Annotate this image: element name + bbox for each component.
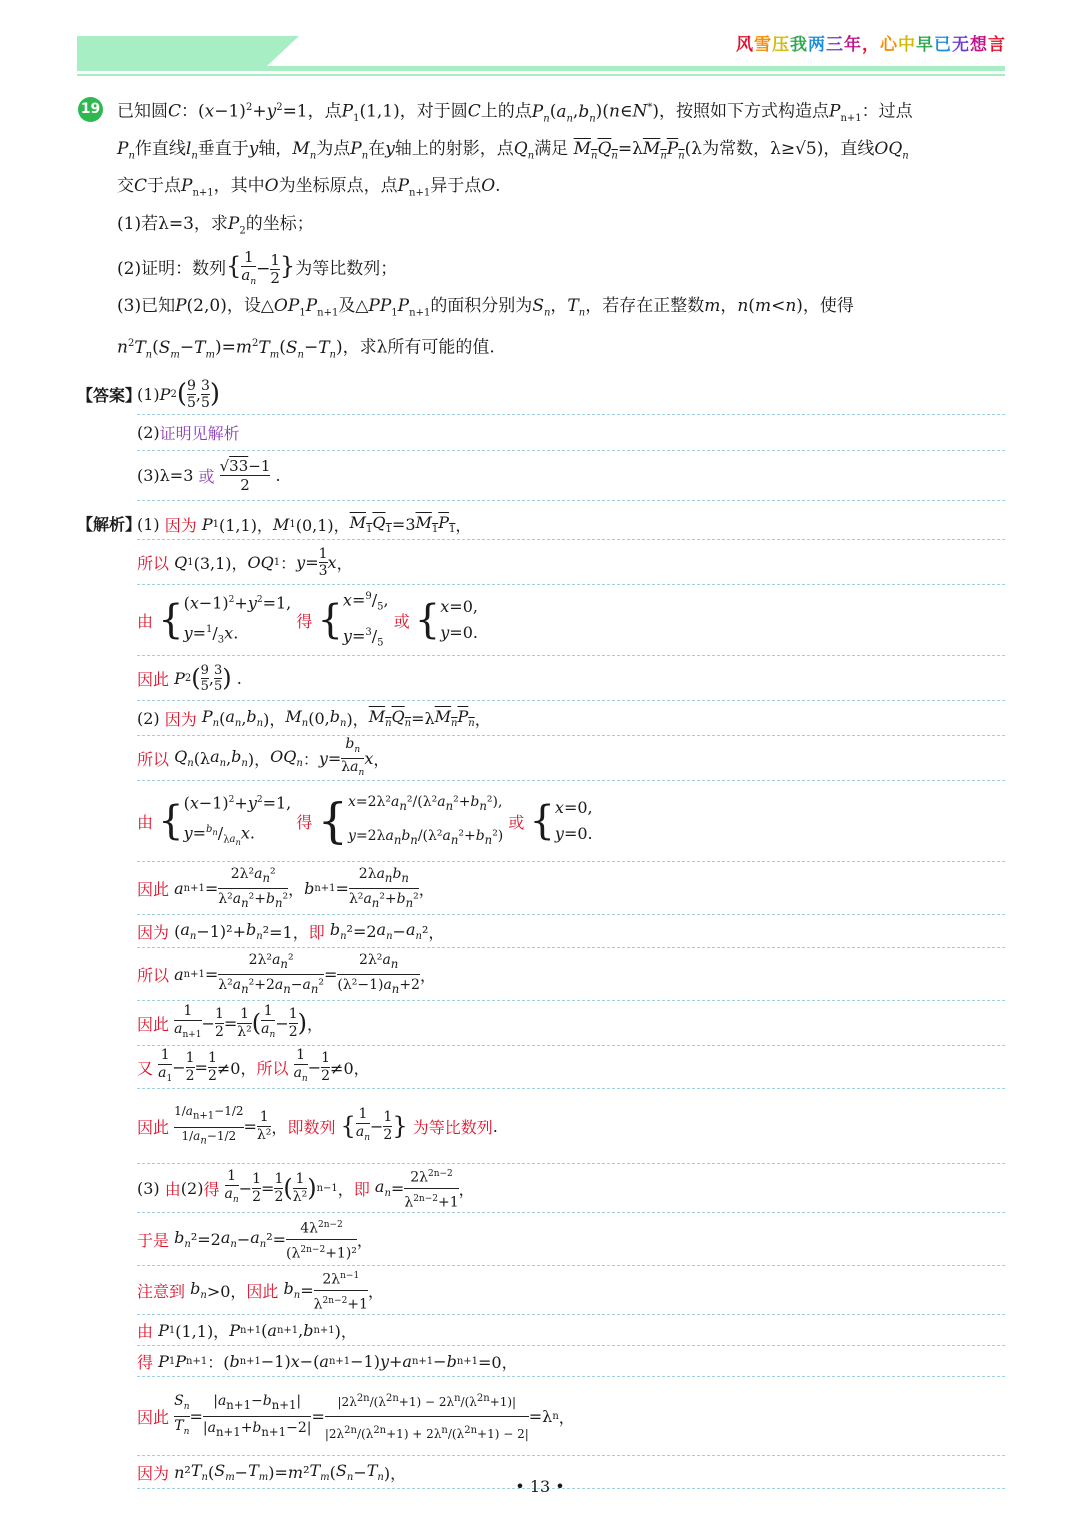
slogan-char: 无	[952, 35, 970, 55]
slogan-char: 雪	[754, 35, 772, 55]
analysis-line-20: 因为 n ² $T_n$ ( $S_m$ − $T_m$ )= m ² $T_m$ ( $S_n$ − $T_n$ )，	[137, 1456, 1005, 1489]
slogan-char: 压	[772, 35, 790, 55]
analysis-line-15: 于是 $b_n$ ²=2 $a_n$ − $a_n$ ²= $4\lambda^{2n-2}$ $(\lambda^{2n-2}+1)^2$ ，	[137, 1213, 1005, 1266]
analysis-line-1: (1) 因为 P 1 (1,1)， M 1 (0,1)， $M_1Q_1$ =3 $M_1P_1$ ，	[137, 509, 1005, 540]
analysis-line-14: (3) 由 (2) 得 1 $a_n$ − 1 2 = 1 2 ( 1 λ² ) n−1 ， 即 $a_n$ = $2\lambda^{2n-2}$ $\lambda^{2n-2}+1$ ，	[137, 1164, 1005, 1213]
answer-3-or: 或	[198, 467, 215, 487]
question-part-1: (1)若λ=3，求$P_2$的坐标；	[117, 213, 314, 237]
slogan-char: 年	[844, 35, 862, 55]
header-slogan	[736, 30, 1006, 55]
slogan-char: 早	[916, 35, 934, 55]
analysis-line-12: 又 1 $a_1$ − 1 2 = 1 2 ≠0， 所以 1 $a_n$ − 1 2 ≠0，	[137, 1046, 1005, 1089]
answer-part-3: (3)λ=3 或 √33−1 2 .	[137, 451, 1005, 501]
header-rule-thin	[77, 74, 1005, 76]
question-part-2: (2)证明：数列{ $\frac{1}{a_n}-$ 1 2}为等比数列；	[117, 247, 398, 288]
analysis-line-8: 因此 a n+1 = $2\lambda^2a_n^2$ $\lambda^2a_n^2+b_n^2$ ， b n+1 = $2\lambda a_nb_n$ $\lambda^2a_n^2+b_n^2$ ，	[137, 862, 1005, 915]
question-line-1: 已知圆C：$(x-1)^2+y^2=1$，点$P_1(1,1)$，对于圆C上的点$P_n(a_n,b_n)(n\in N^*)$，按照如下方式构造点$P_{n+1}$：过点	[117, 101, 913, 125]
question-line-3: 交C于点$P_{n+1}$，其中O为坐标原点，点$P_{n+1}$异于点O.	[117, 176, 501, 199]
slogan-char: 我	[790, 35, 808, 55]
analysis-line-18: 得 P 1 P n+1 ：( b n+1 −1) x −( a n+1 −1) y + a n+1 − b n+1 =0，	[137, 1346, 1005, 1377]
answer-tag: 【答案】	[77, 385, 142, 405]
slogan-char: 中	[898, 35, 916, 55]
analysis-lines	[137, 509, 1005, 1489]
analysis-line-3: 由 { $(x-1)^2+y^2=1$, $y=^1/_3x$. 得 { $x=^9/_5$, $y=^3/_5$ 或 { x=0, y=0.	[137, 585, 1005, 656]
analysis-line-13: 因此 $1/a_{n+1}-1/2$ $1/a_n-1/2$ = 1 λ² ， 即数列 { 1 $a_n$ − 1 2 } 为等比数列 .	[137, 1089, 1005, 1164]
slogan-char: 风	[736, 35, 754, 55]
slogan-char: 两	[808, 35, 826, 55]
analysis-line-10: 所以 a n+1 = $2\lambda^2a_n^2$ $\lambda^2a_n^2+2a_n-a_n^2$ = $2\lambda^2a_n$ $(\lambda^2-1)a_n+2$ ，	[137, 948, 1005, 1001]
analysis-tag: 【解析】	[77, 515, 142, 535]
slogan-char: 已	[934, 35, 952, 55]
analysis-line-19: 因此 $S_n$ $T_n$ = $|a_{n+1}-b_{n+1}|$ $|a_{n+1}+b_{n+1}-2|$ = $|2\lambda^{2n}/(\lambda^{2n}+1) - 2\lambda^n/(\lambda^{2n}+1)|$ $|2\lambda^{2n}/(\lambda^{2n}+1) + 2\lambda^n/(\lambda^{2n}+1) - 2|$ =λ n ，	[137, 1377, 1005, 1456]
answer-part-2	[137, 415, 1005, 451]
answer-block	[77, 376, 1005, 501]
answer-2-prefix: (2)	[137, 423, 160, 443]
analysis-line-11: 因此 1 $a_{n+1}$ − 1 2 = 1 λ² ( 1 $a_n$ − 1 2 ) ，	[137, 1001, 1005, 1046]
slogan-char: 心	[880, 35, 898, 55]
header-rule-thick	[77, 66, 1005, 71]
question-number-badge: 19	[78, 97, 103, 122]
answer-part-1: (1) P 2 ( 9 5 , 3 5 )	[137, 377, 221, 411]
analysis-line-17: 由 P 1 (1,1)， P n+1 ( a n+1 , b n+1 )，	[137, 1315, 1005, 1346]
slogan-char: 言	[988, 35, 1006, 55]
analysis-block	[77, 509, 1005, 1489]
answer-3-prefix: (3)λ=3	[137, 466, 194, 486]
analysis-line-4: 因此 P 2 ( 9 5 , 3 5 ) .	[137, 656, 1005, 701]
page-number: • 13 •	[515, 1477, 565, 1496]
page-content	[77, 92, 1005, 1489]
analysis-line-9: 因为 ( $a_n$ −1)²+ $b_n$ ²=1， 即 $b_n$ ²=2 $a_n$ − $a_n$ ²，	[137, 915, 1005, 948]
header-tab-slope	[267, 36, 299, 66]
analysis-line-7: 由 { $(x-1)^2+y^2=1$, $y=^{b_n}/_{\lambda a_n}x$. 得 { $x=2\lambda^2a_n^2/(\lambda^2a_n^2+b_n^2)$, $y=2\lambda a_nb_n/(\lambda^2a_n^2+b_n^2)$ 或 { x=0, y=0.	[137, 781, 1005, 862]
answer-2-text: 证明见解析	[159, 424, 240, 444]
question-part-3a: (3)已知P(2,0)，设$\triangle OP_1P_{n+1}$及$\triangle PP_1P_{n+1}$的面积分别为$S_n$，$T_n$，若存在正整数m，n(m<n)，使得	[117, 295, 854, 319]
analysis-line-2: 所以 Q 1 (3,1)， OQ 1 ： y = 1 3 x ，	[137, 540, 1005, 585]
slogan-char: 三	[826, 35, 844, 55]
question-line-2: $P_n$作直线$l_n$垂直于y轴，$M_n$为点$P_n$在y轴上的射影，点$Q_n$满足 $M_nQ_n=\lambda M_nP_n(\lambda$为常数，λ≥√5)，直线$OQ_n$	[117, 139, 909, 162]
analysis-line-6: 所以 $Q_n$ (λ $a_n$ , $b_n$ )， $OQ_n$ ： y = $b_n$ $\lambda a_n$ x ，	[137, 736, 1005, 781]
question-block	[77, 92, 1005, 370]
analysis-line-16: 注意到 $b_n$ >0， 因此 $b_n$ = $2\lambda^{n-1}$ $\lambda^{2n-2}+1$ ，	[137, 1266, 1005, 1315]
header-tab-decoration	[77, 36, 267, 66]
slogan-char: ，	[862, 35, 880, 55]
question-part-3b: $n^2T_n(S_m-T_m)=m^2T_m(S_n-T_n)$，求λ所有可能的值.	[117, 337, 495, 361]
analysis-line-5: (2) 因为 $P_n$ ( $a_n$ , $b_n$ )， $M_n$ (0, $b_n$ )， $M_nQ_n$ =λ $M_nP_n$ ，	[137, 701, 1005, 736]
slogan-char: 想	[970, 35, 988, 55]
